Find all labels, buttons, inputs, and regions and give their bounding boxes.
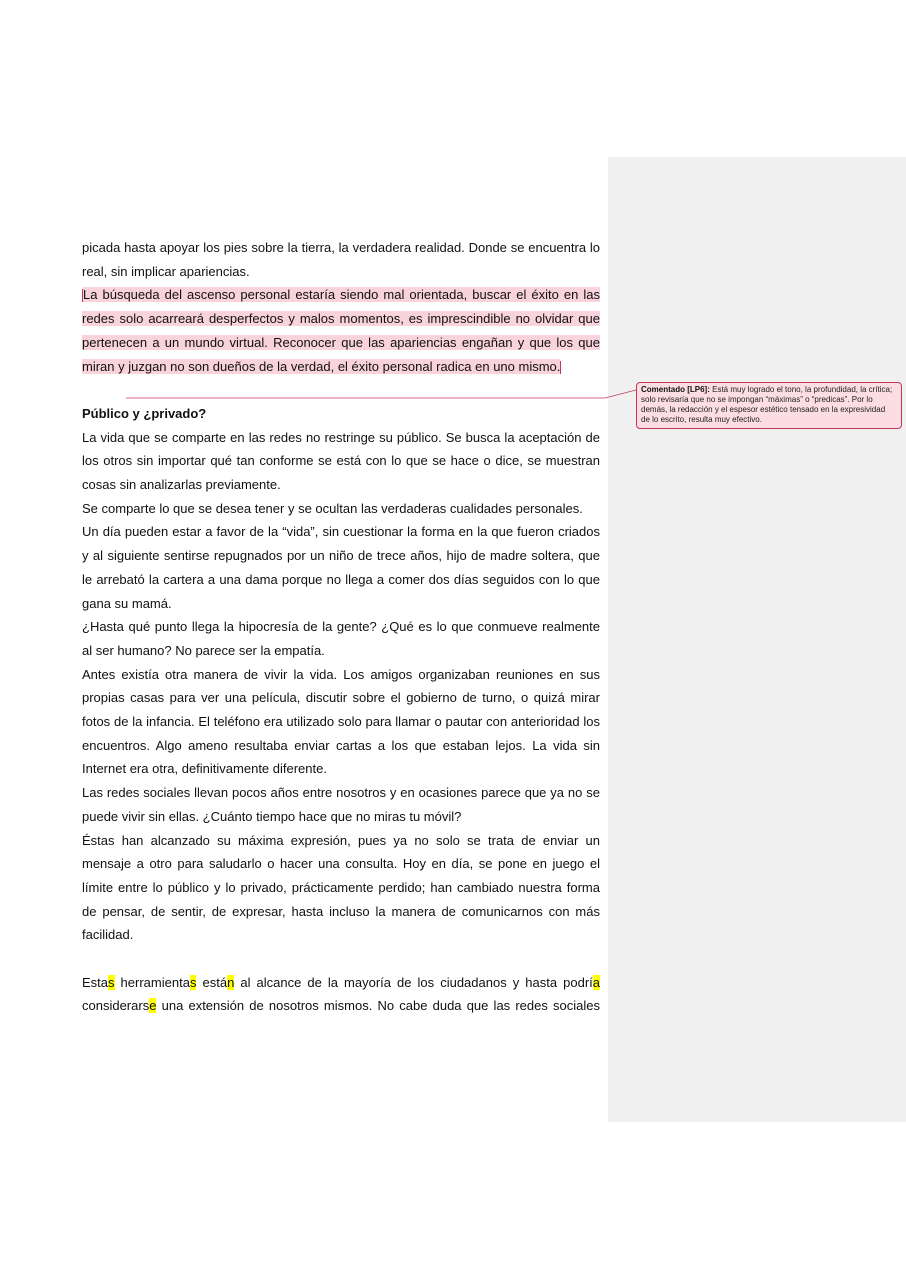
comment-margin-panel bbox=[608, 157, 906, 1122]
comment-end-marker bbox=[560, 361, 561, 374]
paragraph: Un día pueden estar a favor de la “vida”, sin cuestionar la forma en la que fueron criados y al siguiente sentirse repugnados por un niño de trece años, hijo de madre soltera, que le arrebató la cartera a una dama porque no llega a comer dos días seguidos con lo que gana su mamá. bbox=[82, 524, 600, 611]
commented-paragraph[interactable] bbox=[82, 283, 600, 378]
paragraph: Éstas han alcanzado su máxima expresión, pues ya no solo se trata de enviar un mensaje a otro para saludarlo o hacer una consulta. Hoy en día, se pone en juego el límite entre lo público y lo privado, prácticamente perdido; han cambiado nuestra forma de pensar, de sentir, de expresar, hasta incluso la manera de comunicarnos con más facilidad. bbox=[82, 832, 600, 943]
document-body bbox=[82, 236, 600, 1018]
highlighted-text: a bbox=[592, 974, 601, 990]
comment-author-label: Comentado [LP6]: bbox=[641, 385, 710, 394]
text-run: considerars bbox=[82, 998, 150, 1014]
highlighted-text: s bbox=[189, 974, 197, 990]
comment-bubble[interactable] bbox=[636, 382, 902, 429]
paragraph: Antes existía otra manera de vivir la vida. Los amigos organizaban reuniones en sus propias casas para ver una película, discutir sobre el gobierno de turno, o quizá mirar fotos de la infancia. El teléfono era utilizado solo para llamar o pautar con anterioridad los encuentros. Algo ameno resultaba enviar cartas a los que estaban lejos. La vida sin Internet era otra, definitivamente diferente. bbox=[82, 666, 600, 777]
commented-text[interactable]: La búsqueda del ascenso personal estaría siendo mal orientada, buscar el éxito en las redes solo acarreará desperfectos y malos momentos, es imprescindible no olvidar que pertenecen a un mundo virtual. Reconocer que las apariencias engañan y que los que miran y juzgan no son dueños de la verdad, el éxito personal radica en uno mismo. bbox=[82, 287, 600, 374]
text-run: está bbox=[196, 974, 228, 990]
paragraph: picada hasta apoyar los pies sobre la tierra, la verdadera realidad. Donde se encuentra lo real, sin implicar apariencias. bbox=[82, 240, 600, 279]
text-run: Esta bbox=[82, 974, 109, 990]
paragraph-with-highlights bbox=[82, 971, 600, 1018]
blank-line bbox=[82, 947, 600, 971]
highlighted-text: n bbox=[227, 974, 235, 990]
highlighted-text: s bbox=[108, 974, 115, 990]
highlighted-text: e bbox=[149, 998, 157, 1014]
comment-text: Está muy logrado el tono, la profundidad, la crítica; solo revisaría que no se impongan “máximas” o “predicas”. Por lo demás, la redacción y el espesor estético tensado en la expresividad de lo escrito, resulta muy efectivo. bbox=[641, 385, 893, 424]
paragraph: Las redes sociales llevan pocos años entre nosotros y en ocasiones parece que ya no se puede vivir sin ellas. ¿Cuánto tiempo hace que no miras tu móvil? bbox=[82, 785, 600, 824]
blank-line bbox=[82, 378, 600, 402]
paragraph: ¿Hasta qué punto llega la hipocresía de la gente? ¿Qué es lo que conmueve realmente al ser humano? No parece ser la empatía. bbox=[82, 619, 600, 658]
text-run: al alcance de la mayoría de los ciudadanos y hasta podrí bbox=[234, 974, 593, 990]
paragraph: La vida que se comparte en las redes no restringe su público. Se busca la aceptación de los otros sin importar qué tan conforme se está con lo que se hace o dice, se muestran cosas sin analizarlas previamente. bbox=[82, 429, 600, 493]
text-run: herramienta bbox=[114, 974, 190, 990]
text-run: una extensión de nosotros mismos. No cabe duda que las redes sociales bbox=[156, 998, 600, 1014]
section-heading: Público y ¿privado? bbox=[82, 405, 207, 421]
paragraph: Se comparte lo que se desea tener y se ocultan las verdaderas cualidades personales. bbox=[82, 500, 583, 516]
